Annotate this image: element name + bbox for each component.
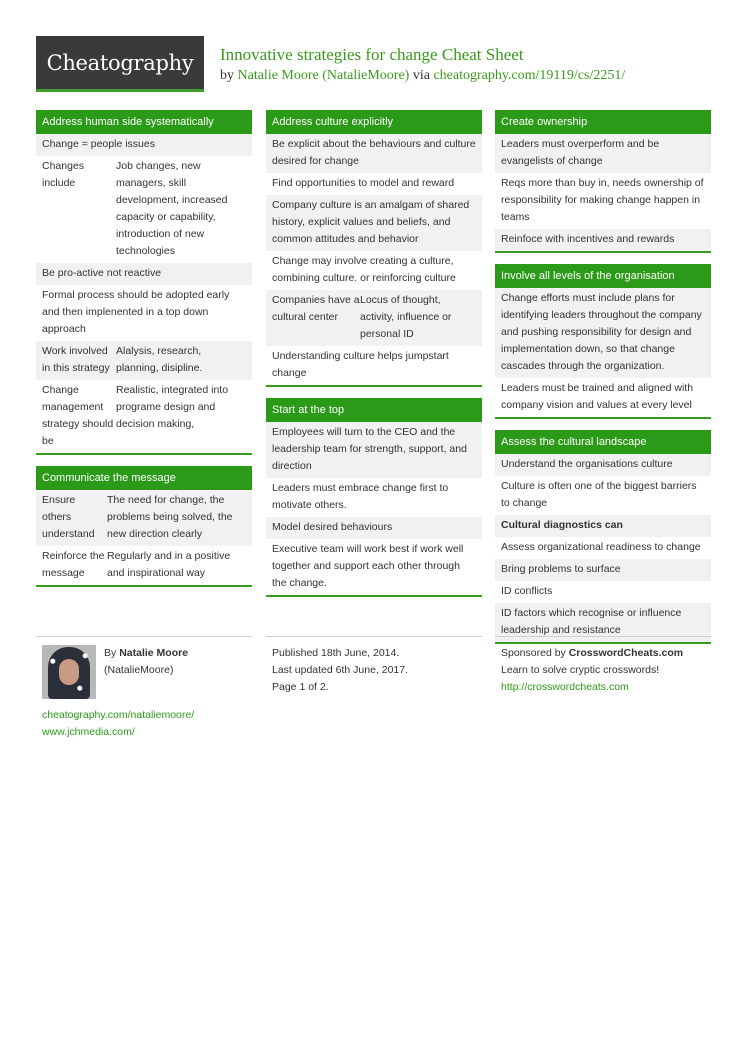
section-title: Involve all levels of the organisation — [495, 264, 711, 288]
list-item — [36, 341, 252, 380]
page-header — [36, 36, 716, 92]
item-key: Companies have a cultural center — [272, 294, 360, 323]
list-item: Be pro-active not reactive — [36, 263, 252, 285]
column-2 — [266, 110, 482, 608]
item-value: Job changes, new managers, skill development, increased capacity or capability, introduction of new technologies — [116, 160, 228, 257]
page-subtitle — [220, 66, 625, 86]
list-item: Reqs more than buy in, needs ownership of responsibility for making change happen in teams — [495, 173, 711, 229]
author-name[interactable]: Natalie Moore — [119, 647, 189, 659]
section-title: Address culture explicitly — [266, 110, 482, 134]
footer-sponsor — [495, 636, 711, 696]
sponsor-tagline: Learn to solve cryptic crosswords! — [501, 664, 660, 676]
list-item — [36, 156, 252, 263]
list-item: Be explicit about the behaviours and culture desired for change — [266, 134, 482, 173]
section-ownership — [495, 110, 711, 253]
list-item: Formal process should be adopted early and then implenented in a top down approach — [36, 285, 252, 341]
by-label: By — [104, 647, 117, 659]
footer-dates — [266, 636, 482, 696]
list-item: ID conflicts — [495, 581, 711, 603]
item-value: Regularly and in a positive and inspirational way — [107, 550, 231, 579]
list-item: Understand the organisations culture — [495, 454, 711, 476]
section-all-levels — [495, 264, 711, 419]
list-item: Find opportunities to model and reward — [266, 173, 482, 195]
list-item — [36, 490, 252, 546]
via-label: via — [412, 68, 430, 83]
section-title: Address human side systematically — [36, 110, 252, 134]
sheet-url-link[interactable]: cheatography.com/19119/cs/2251/ — [433, 68, 626, 83]
list-item: Leaders must embrace change first to motivate others. — [266, 478, 482, 517]
list-item: Culture is often one of the biggest barriers to change — [495, 476, 711, 515]
section-title: Communicate the message — [36, 466, 252, 490]
list-item — [266, 290, 482, 346]
list-item: Change = people issues — [36, 134, 252, 156]
author-handle: (NatalieMoore) — [104, 664, 174, 676]
author-website-link[interactable]: www.jchmedia.com/ — [42, 726, 135, 738]
list-item: Assess organizational readiness to change — [495, 537, 711, 559]
list-item: Model desired behaviours — [266, 517, 482, 539]
section-title: Create ownership — [495, 110, 711, 134]
author-profile-link[interactable]: cheatography.com/nataliemoore/ — [42, 709, 195, 721]
avatar[interactable] — [42, 645, 96, 699]
column-3 — [495, 110, 711, 655]
list-item: Change may involve creating a culture, combining culture. or reinforcing culture — [266, 251, 482, 290]
list-item: Cultural diagnostics can — [495, 515, 711, 537]
list-item — [36, 380, 252, 453]
section-start-top — [266, 398, 482, 597]
item-value: The need for change, the problems being solved, the new direction clearly — [107, 494, 233, 540]
list-item: Bring problems to surface — [495, 559, 711, 581]
list-item: ID factors which recognise or influence leadership and resistance — [495, 603, 711, 642]
list-item: Understanding culture helps jumpstart change — [266, 346, 482, 385]
footer-author — [36, 636, 252, 741]
sponsor-link[interactable]: http://crosswordcheats.com — [501, 681, 629, 693]
list-item: Employees will turn to the CEO and the leadership team for strength, support, and direction — [266, 422, 482, 478]
item-value: Locus of thought, activity, influence or personal ID — [360, 294, 452, 340]
list-item: Reinfoce with incentives and rewards — [495, 229, 711, 251]
section-title: Assess the cultural landscape — [495, 430, 711, 454]
list-item: Leaders must overperform and be evangelists of change — [495, 134, 711, 173]
section-communicate — [36, 466, 252, 587]
list-item — [36, 546, 252, 585]
by-label: by — [220, 68, 234, 83]
section-culture — [266, 110, 482, 387]
sponsored-by-label: Sponsored by — [501, 647, 566, 659]
sponsor-name[interactable]: CrosswordCheats.com — [568, 647, 684, 659]
list-item: Company culture is an amalgam of shared history, explicit values and beliefs, and common attitudes and behavior — [266, 195, 482, 251]
published-date: Published 18th June, 2014. — [272, 647, 400, 659]
page-title: Innovative strategies for change Cheat Sheet — [220, 45, 524, 64]
item-key: Changes include — [42, 160, 85, 189]
logo-text: Cheatography — [46, 50, 194, 75]
cheatography-logo[interactable] — [36, 36, 204, 92]
item-key: Change management strategy should be — [42, 384, 114, 447]
updated-date: Last updated 6th June, 2017. — [272, 664, 409, 676]
list-item: Leaders must be trained and aligned with company vision and values at every level — [495, 378, 711, 417]
column-1 — [36, 110, 252, 598]
section-human-side — [36, 110, 252, 455]
item-key: Work involved in this strategy — [42, 345, 110, 374]
section-cultural-landscape — [495, 430, 711, 644]
author-link[interactable]: Natalie Moore (NatalieMoore) — [237, 68, 410, 83]
list-item: Change efforts must include plans for identifying leaders throughout the company and pushing responsibility for design and implementation down, so that change cascades through the organization. — [495, 288, 711, 378]
list-item: Executive team will work best if work well together and support each other through the change. — [266, 539, 482, 595]
item-value: Alalysis, research, planning, disipline. — [116, 345, 203, 374]
section-title: Start at the top — [266, 398, 482, 422]
page-number: Page 1 of 2. — [272, 681, 329, 693]
item-key: Ensure others understand — [42, 494, 95, 540]
item-value: Realistic, integrated into programe design and decision making, — [116, 384, 229, 430]
item-key: Reinforce the message — [42, 550, 105, 579]
